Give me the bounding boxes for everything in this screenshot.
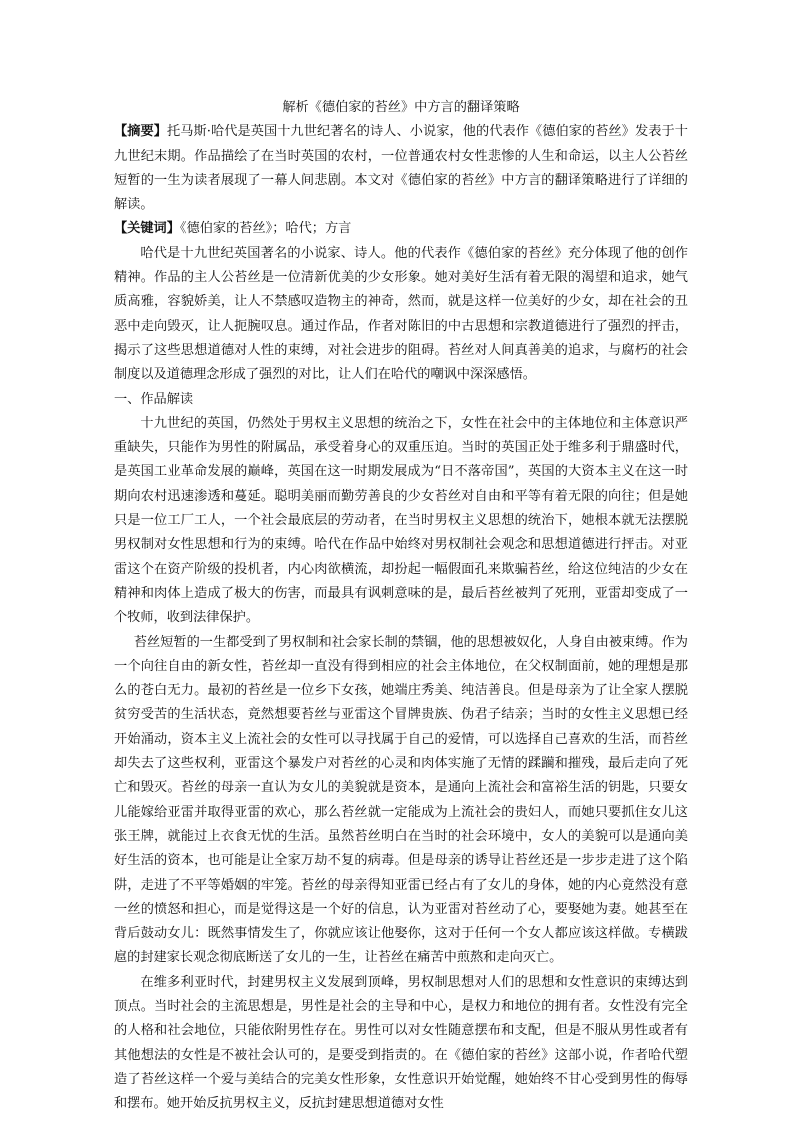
- body-paragraph: 十九世纪的英国，仍然处于男权主义思想的统治之下，女性在社会中的主体地位和主体意识严重缺失，只能作为男性的附属品，承受着身心的双重压迫。当时的英国正处于维多利于鼎盛时代，是英国工业革命发展的巅峰，英国在这一时期发展成为“日不落帝国”，英国的大资本主义在这一时期向农村迅速渗透和蔓延。聪明美丽而勤劳善良的少女苔丝对自由和平等有着无限的向往；但是她只是一位工厂工人，一个社会最底层的劳动者，在当时男权主义思想的统治下，她根本就无法摆脱男权制对女性思想和行为的束缚。哈代在作品中始终对男权制社会观念和思想道德进行抨击。对亚雷这个在资产阶级的投机者，内心肉欲横流，却扮起一幅假面孔来欺骗苔丝，给这位纯洁的少女在精神和肉体上造成了极大的伤害，而最具有讽刺意味的是，最后苔丝被判了死刑，亚雷却变成了一个牧师，收到法律保护。: [114, 415, 688, 626]
- abstract-label: 【摘要】: [114, 124, 168, 140]
- body-paragraph: 苔丝短暂的一生都受到了男权制和社会家长制的禁锢，他的思想被奴化，人身自由被束缚。作为一个向往自由的新女性，苔丝却一直没有得到相应的社会主体地位，在父权制面前，她的理想是那么的苍白无力。最初的苔丝是一位乡下女孩，她端庄秀美、纯洁善良。但是母亲为了让全家人摆脱贫穷受苦的生活状态，竟然想要苔丝与亚雷这个冒牌贵族、伪君子结亲；当时的女性主义思想已经开始涌动，资本主义上流社会的女性可以寻找属于自己的爱情，可以选择自己喜欢的生活，而苔丝却失去了这些权利，亚雷这个暴发户对苔丝的心灵和肉体实施了无情的蹂躏和摧残，最后走向了死亡和毁灭。苔丝的母亲一直认为女儿的美貌就是资本，是通向上流社会和富裕生活的钥匙，只要女儿能嫁给亚雷并取得亚雷的欢心，那么苔丝就一定能成为上流社会的贵妇人，而她只要抓住女儿这张王牌，就能过上衣食无忧的生活。虽然苔丝明白在当时的社会环境中，女人的美貌可以是通向美好生活的资本，也可能是让全家万劫不复的病毒。但是母亲的诱导让苔丝还是一步步走进了这个陷阱，走进了不平等婚姻的牢笼。苔丝的母亲得知亚雷已经占有了女儿的身体，她的内心竟然没有意一丝的愤怒和担心，而是觉得这是一个好的信息，认为亚雷对苔丝动了心，要娶她为妻。她甚至在背后鼓动女儿：既然事情发生了，你就应该让他娶你，这对于任何一个女人都应该这样做。专横跋扈的封建家长观念彻底断送了女儿的一生，让苔丝在痛苦中煎熬和走向灭亡。: [114, 634, 688, 966]
- document-title: 解析《德伯家的苔丝》中方言的翻译策略: [282, 100, 520, 115]
- body-paragraph: 在维多利亚时代，封建男权主义发展到顶峰，男权制思想对人们的思想和女性意识的束缚达到顶点。当时社会的主流思想是，男性是社会的主导和中心，是权力和地位的拥有者。女性没有完全的人格和社会地位，只能依附男性存在。男性可以对女性随意摆布和支配，但是不服从男性或者有其他想法的女性是不被社会认可的，是要受到指责的。在《德伯家的苔丝》这部小说，作者哈代塑造了苔丝这样一个爱与美结合的完美女性形象，女性意识开始觉醒，她始终不甘心受到男性的侮辱和摆布。她开始反抗男权主义，反抗封建思想道德对女性: [114, 974, 688, 1112]
- keywords-text: 《德伯家的苔丝》；哈代；方言: [179, 221, 352, 237]
- intro-paragraph: 哈代是十九世纪英国著名的小说家、诗人。他的代表作《德伯家的苔丝》充分体现了他的创作精神。作品的主人公苔丝是一位清新优美的少女形象。她对美好生活有着无限的渴望和追求，她气质高雅，容貌娇美，让人不禁感叹造物主的神奇，然而，就是这样一位美好的少女，却在社会的丑恶中走向毁灭，让人扼腕叹息。通过作品，作者对陈旧的中古思想和宗教道德进行了强烈的抨击，揭示了这些思想道德对人性的束缚，对社会进步的阻碍。苔丝对人间真善美的追求，与腐朽的社会制度以及道德理念形成了强烈的对比，让人们在哈代的嘲讽中深深感悟。: [114, 245, 688, 383]
- keywords-paragraph: [114, 217, 688, 241]
- document-page: [114, 96, 688, 1116]
- abstract-paragraph: [114, 120, 688, 217]
- keywords-label: 【关键词】: [114, 221, 180, 237]
- section-heading: 一、作品解读: [114, 391, 194, 407]
- abstract-text: 托马斯·哈代是英国十九世纪著名的诗人、小说家，他的代表作《德伯家的苔丝》发表于十九世纪末期。作品描绘了在当时英国的农村，一位普通农村女性悲惨的人生和命运，以主人公苔丝短暂的一生为读者展现了一幕人间悲剧。本文对《德伯家的苔丝》中方言的翻译策略进行了详细的解读。: [114, 124, 688, 213]
